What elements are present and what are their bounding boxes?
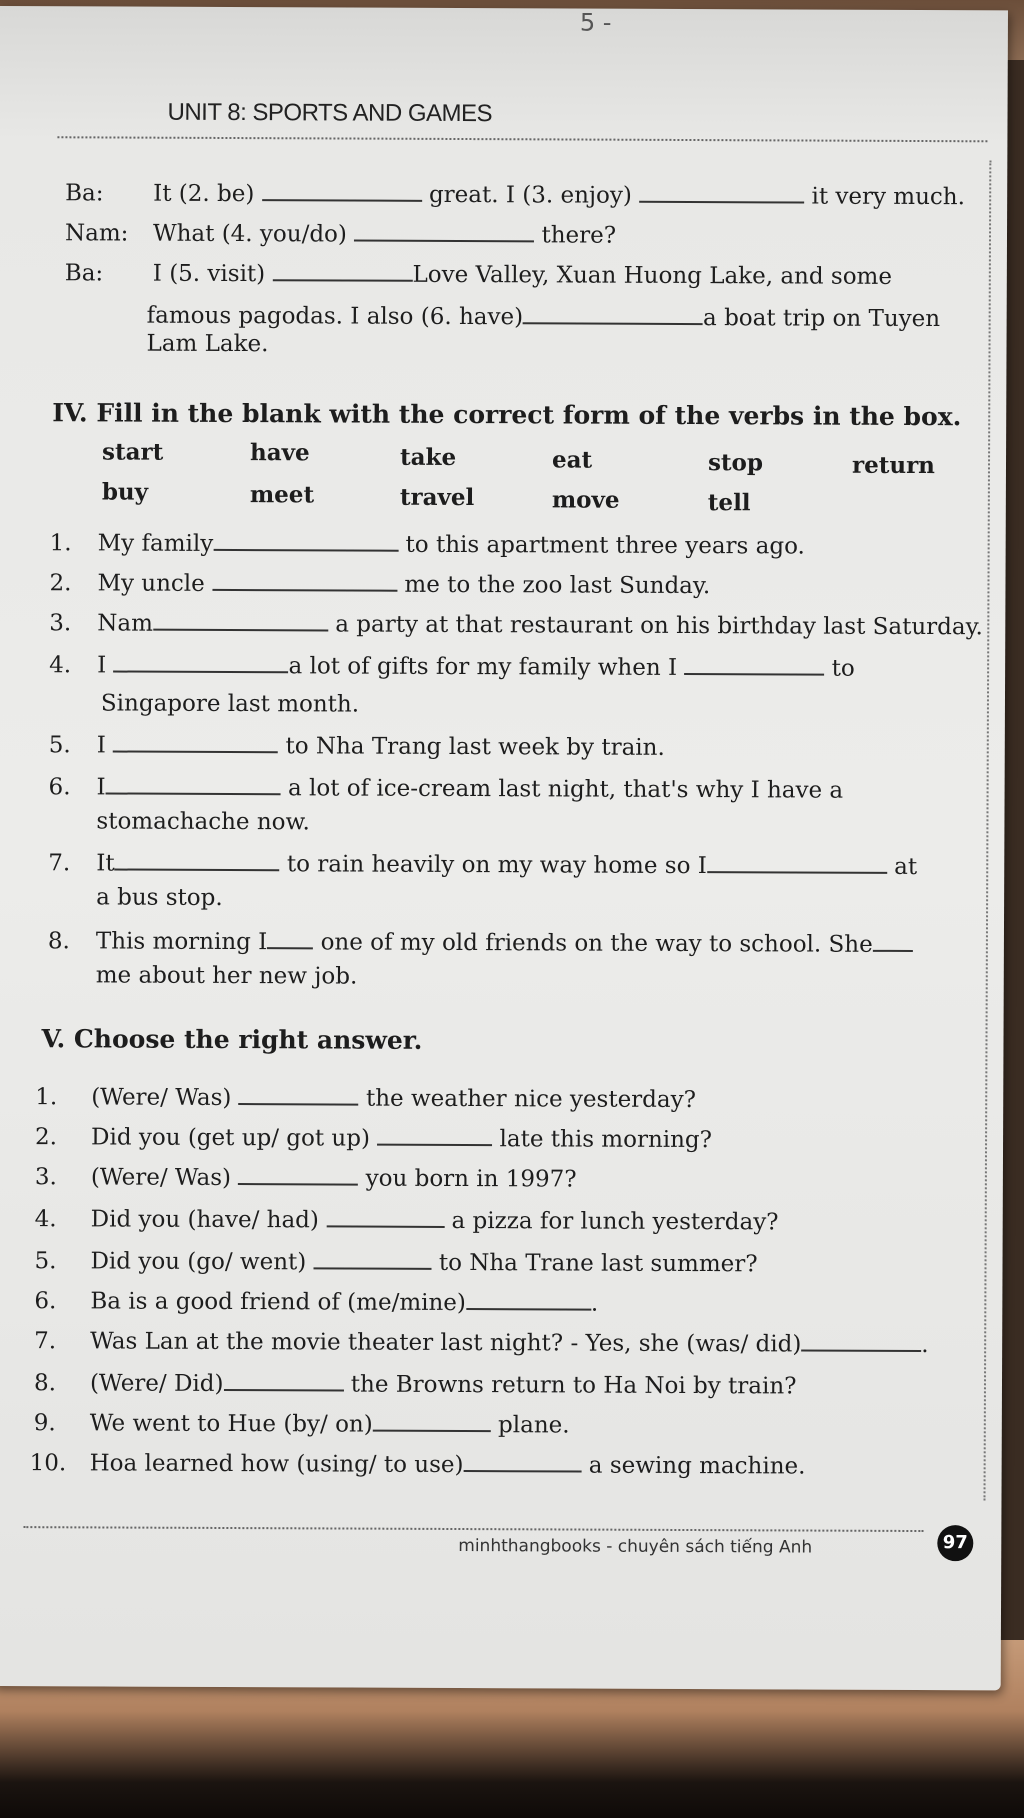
blank-2[interactable] <box>262 177 422 202</box>
blank[interactable] <box>223 1367 343 1392</box>
iv-item-5: 5. I to Nha Trang last week by train. <box>49 728 665 763</box>
verb-word: meet <box>249 481 315 509</box>
blank[interactable] <box>326 1203 444 1228</box>
blank[interactable] <box>314 1245 432 1270</box>
blank[interactable] <box>466 1286 591 1311</box>
blank[interactable] <box>239 1081 359 1106</box>
dialogue-line-3: Ba: I (5. visit) Love Valley, Xuan Huong Lake, and some <box>65 256 892 292</box>
blank[interactable] <box>212 567 397 592</box>
iv-item-4-cont: Singapore last month. <box>100 690 360 718</box>
iv-item-1: 1. My family to this apartment three years ago. <box>50 526 805 561</box>
pen-marks: 5 - <box>579 8 612 37</box>
iv-item-6: 6. I a lot of ice-cream last night, that's why I have a <box>49 770 844 805</box>
iv-item-4: 4. I a lot of gifts for my family when I to <box>49 648 855 684</box>
blank[interactable] <box>377 1122 492 1147</box>
dialogue-line-5: Lam Lake. <box>146 330 269 358</box>
v-item-6: 6. Ba is a good friend of (me/mine) . <box>34 1284 598 1318</box>
verb-word: have <box>249 439 310 467</box>
blank[interactable] <box>801 1328 921 1353</box>
blank[interactable] <box>115 847 280 872</box>
blank[interactable] <box>373 1408 491 1433</box>
verb-word: start <box>101 438 164 466</box>
blank[interactable] <box>873 928 913 952</box>
blank-3[interactable] <box>639 179 804 204</box>
verb-word: take <box>399 443 457 471</box>
section-iv-title: IV. Fill in the blank with the correct form of the verbs in the box. <box>52 398 962 432</box>
blank[interactable] <box>113 649 288 674</box>
blank-5[interactable] <box>272 257 412 282</box>
blank[interactable] <box>684 651 824 676</box>
verb-word: tell <box>707 489 751 517</box>
verb-word: return <box>851 451 935 480</box>
blank[interactable] <box>213 527 398 552</box>
verb-word: travel <box>399 483 475 512</box>
blank-4[interactable] <box>354 218 534 243</box>
v-item-7: 7. Was Lan at the movie theater last night? - Yes, she (was/ did) . <box>34 1328 929 1359</box>
v-item-1: 1. (Were/ Was) the weather nice yesterday? <box>35 1080 696 1115</box>
v-item-2: 2. Did you (get up/ got up) late this morning? <box>35 1120 712 1155</box>
iv-item-3: 3. Nam a party at that restaurant on his birthday last Saturday. <box>49 606 983 642</box>
right-divider <box>983 160 991 1500</box>
section-v-title: V. Choose the right answer. <box>41 1024 423 1055</box>
blank[interactable] <box>113 729 278 754</box>
v-item-8: 8. (Were/ Did) the Browns return to Ha Noi by train? <box>34 1366 797 1401</box>
iv-item-7: 7. It to rain heavily on my way home so I at <box>48 846 917 882</box>
iv-item-2: 2. My uncle me to the zoo last Sunday. <box>49 566 710 601</box>
iv-item-8: 8. This morning I one of my old friends on the way to school. She <box>48 924 913 960</box>
iv-item-8-cont: me about her new job. <box>95 962 358 990</box>
unit-title: UNIT 8: SPORTS AND GAMES <box>167 98 493 128</box>
iv-item-7-cont: a bus stop. <box>96 884 223 911</box>
v-item-9: 9. We went to Hue (by/ on) plane. <box>34 1406 570 1440</box>
iv-item-6-cont: stomachache now. <box>96 808 310 836</box>
publisher-credit: minhthangbooks - chuyên sách tiếng Anh <box>458 1536 813 1558</box>
verb-word: move <box>551 486 620 514</box>
dialogue-line-2: Nam: What (4. you/do) there? <box>65 216 616 250</box>
dialogue-line-4: famous pagodas. I also (6. have) a boat trip on Tuyen <box>147 299 941 334</box>
blank[interactable] <box>238 1161 358 1186</box>
page-number-badge: 97 <box>937 1525 973 1561</box>
v-item-4: 4. Did you (have/ had) a pizza for lunch yesterday? <box>35 1202 779 1237</box>
dialogue-line-1: Ba: It (2. be) great. I (3. enjoy) it very much. <box>65 176 965 212</box>
top-divider <box>57 136 987 142</box>
workbook-page <box>0 6 1008 1690</box>
blank[interactable] <box>106 770 281 795</box>
blank[interactable] <box>707 849 887 874</box>
blank[interactable] <box>267 925 313 949</box>
verb-word: eat <box>551 446 593 474</box>
verb-word: buy <box>101 478 149 506</box>
blank[interactable] <box>463 1448 581 1473</box>
blank-6[interactable] <box>523 300 703 325</box>
v-item-10: 10. Hoa learned how (using/ to use) a sewing machine. <box>30 1446 806 1481</box>
bottom-divider <box>23 1526 923 1532</box>
blank[interactable] <box>153 607 328 632</box>
v-item-5: 5. Did you (go/ went) to Nha Trane last summer? <box>34 1244 757 1279</box>
verb-box <box>101 438 962 517</box>
v-item-3: 3. (Were/ Was) you born in 1997? <box>35 1160 577 1194</box>
verb-word: stop <box>707 449 764 477</box>
